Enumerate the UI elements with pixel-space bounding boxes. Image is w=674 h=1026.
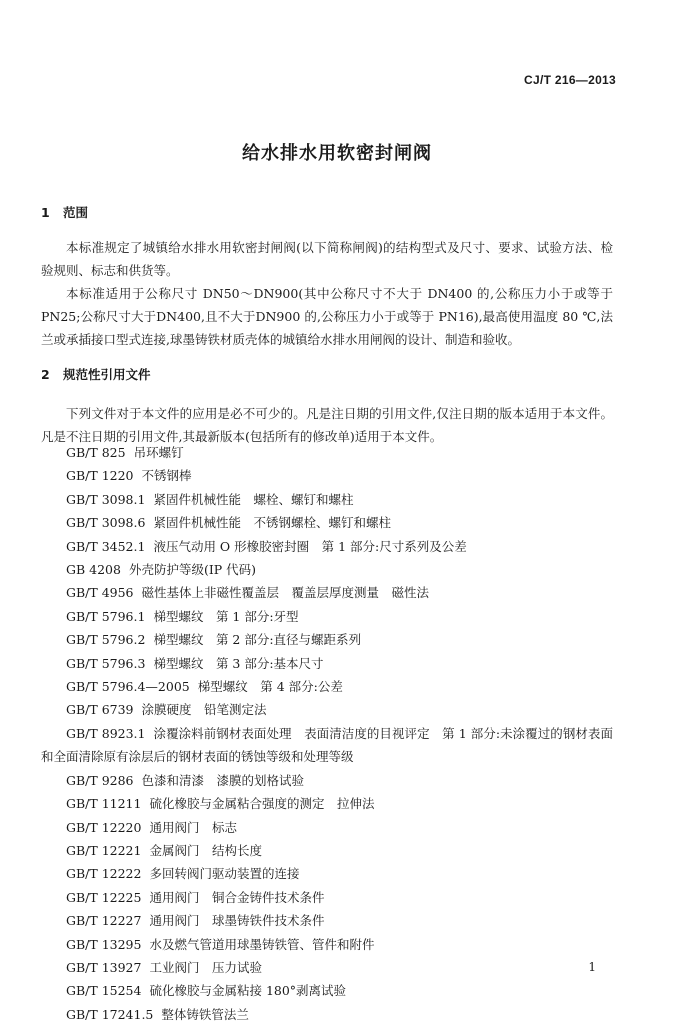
reference-code: GB/T 5796.4—2005 bbox=[66, 679, 190, 695]
reference-code: GB/T 12225 bbox=[66, 889, 142, 905]
section-1-number: 1 bbox=[41, 205, 50, 220]
reference-item bbox=[41, 956, 613, 979]
reference-title: 通用阀门 标志 bbox=[149, 819, 237, 835]
reference-code: GB/T 3098.6 bbox=[66, 515, 146, 531]
reference-code: GB/T 11211 bbox=[66, 796, 142, 812]
reference-code: GB/T 17241.5 bbox=[66, 1006, 154, 1022]
document-title: 给水排水用软密封闸阀 bbox=[242, 143, 432, 164]
reference-item bbox=[41, 488, 613, 511]
reference-item bbox=[41, 886, 613, 909]
reference-item bbox=[41, 1003, 613, 1026]
reference-title: 梯型螺纹 第 4 部分:公差 bbox=[197, 679, 343, 695]
reference-code: GB/T 1220 bbox=[66, 468, 134, 484]
standard-code: CJ/T 216—2013 bbox=[524, 73, 616, 87]
reference-item bbox=[41, 816, 613, 839]
reference-title: 液压气动用 O 形橡胶密封圈 第 1 部分:尺寸系列及公差 bbox=[153, 538, 467, 554]
reference-item bbox=[41, 558, 613, 581]
reference-item bbox=[41, 535, 613, 558]
section-1-paragraph-2: 本标准适用于公称尺寸 DN50～DN900(其中公称尺寸不大于 DN400 的,公称压力小于或等于 PN25;公称尺寸大于DN400,且不大于DN900 的,公称压力小于或等于 PN16),最高使用温度 80 ℃,法兰或承插接口型式连接,球墨铸铁材质壳体的城镇给水排水用闸阀的设计、制造和验收。 bbox=[41, 286, 613, 347]
reference-code: GB/T 5796.3 bbox=[66, 655, 146, 671]
reference-list bbox=[41, 441, 613, 1026]
reference-item bbox=[41, 769, 613, 792]
reference-title: 金属阀门 结构长度 bbox=[149, 842, 262, 858]
reference-item bbox=[41, 792, 613, 815]
reference-item bbox=[41, 675, 613, 698]
reference-item bbox=[41, 862, 613, 885]
section-1-title: 范围 bbox=[63, 205, 89, 220]
reference-code: GB/T 4956 bbox=[66, 585, 134, 601]
reference-item bbox=[41, 628, 613, 651]
reference-item bbox=[41, 979, 613, 1002]
reference-item bbox=[41, 511, 613, 534]
section-2-number: 2 bbox=[41, 367, 50, 382]
reference-item bbox=[41, 839, 613, 862]
reference-code: GB/T 5796.1 bbox=[66, 608, 146, 624]
section-2-heading bbox=[41, 365, 151, 383]
reference-item bbox=[41, 698, 613, 721]
reference-code: GB/T 15254 bbox=[66, 983, 142, 999]
reference-title: 梯型螺纹 第 1 部分:牙型 bbox=[153, 608, 299, 624]
reference-item bbox=[41, 722, 613, 769]
reference-title: 多回转阀门驱动装置的连接 bbox=[149, 866, 300, 882]
reference-title: 磁性基体上非磁性覆盖层 覆盖层厚度测量 磁性法 bbox=[141, 585, 430, 601]
reference-title: 吊环螺钉 bbox=[133, 445, 184, 460]
section-1-paragraph-1: 本标准规定了城镇给水排水用软密封闸阀(以下简称闸阀)的结构型式及尺寸、要求、试验方法、检验规则、标志和供货等。 bbox=[41, 240, 613, 278]
reference-code: GB/T 13295 bbox=[66, 936, 142, 952]
reference-title: 整体铸铁管法兰 bbox=[161, 1006, 249, 1022]
reference-title: 梯型螺纹 第 3 部分:基本尺寸 bbox=[153, 655, 324, 671]
reference-title: 工业阀门 压力试验 bbox=[149, 959, 262, 975]
section-2-intro: 下列文件对于本文件的应用是必不可少的。凡是注日期的引用文件,仅注日期的版本适用于本文件。凡是不注日期的引用文件,其最新版本(包括所有的修改单)适用于本文件。 bbox=[41, 406, 613, 444]
reference-code: GB/T 825 bbox=[66, 445, 126, 460]
reference-item bbox=[41, 909, 613, 932]
reference-title: 紧固件机械性能 螺栓、螺钉和螺柱 bbox=[153, 491, 354, 507]
reference-code: GB/T 3098.1 bbox=[66, 491, 146, 507]
reference-code: GB/T 3452.1 bbox=[66, 538, 146, 554]
reference-title: 水及燃气管道用球墨铸铁管、管件和附件 bbox=[149, 936, 375, 952]
reference-title: 通用阀门 球墨铸铁件技术条件 bbox=[149, 913, 325, 929]
reference-code: GB/T 12222 bbox=[66, 866, 142, 882]
reference-item bbox=[41, 652, 613, 675]
reference-code: GB/T 8923.1 bbox=[66, 725, 146, 741]
reference-code: GB/T 12227 bbox=[66, 913, 142, 929]
reference-code: GB 4208 bbox=[66, 562, 121, 578]
reference-code: GB/T 13927 bbox=[66, 959, 142, 975]
section-1-heading bbox=[41, 203, 88, 221]
reference-title: 涂膜硬度 铅笔测定法 bbox=[141, 702, 267, 718]
reference-code: GB/T 5796.2 bbox=[66, 632, 146, 648]
reference-item bbox=[41, 605, 613, 628]
reference-title: 紧固件机械性能 不锈钢螺栓、螺钉和螺柱 bbox=[153, 515, 391, 531]
page-number: 1 bbox=[588, 960, 596, 974]
reference-item bbox=[41, 441, 613, 464]
reference-title: 色漆和清漆 漆膜的划格试验 bbox=[141, 772, 305, 788]
reference-title: 不锈钢棒 bbox=[141, 468, 192, 484]
reference-title: 涂覆涂料前钢材表面处理 表面清洁度的目视评定 第 1 部分:未涂覆过的钢材表面和全面清除原有涂层后的钢材表面的锈蚀等级和处理等级 bbox=[41, 725, 613, 765]
reference-item bbox=[41, 464, 613, 487]
reference-title: 梯型螺纹 第 2 部分:直径与螺距系列 bbox=[153, 632, 362, 648]
reference-code: GB/T 6739 bbox=[66, 702, 134, 718]
reference-title: 硫化橡胶与金属粘接 180°剥离试验 bbox=[149, 983, 347, 999]
reference-title: 硫化橡胶与金属粘合强度的测定 拉伸法 bbox=[149, 796, 375, 812]
reference-code: GB/T 9286 bbox=[66, 772, 134, 788]
reference-title: 通用阀门 铜合金铸件技术条件 bbox=[149, 889, 325, 905]
reference-code: GB/T 12221 bbox=[66, 842, 142, 858]
reference-title: 外壳防护等级(IP 代码) bbox=[128, 562, 257, 578]
reference-item bbox=[41, 933, 613, 956]
section-2-title: 规范性引用文件 bbox=[63, 367, 151, 382]
reference-code: GB/T 12220 bbox=[66, 819, 142, 835]
reference-item bbox=[41, 581, 613, 604]
